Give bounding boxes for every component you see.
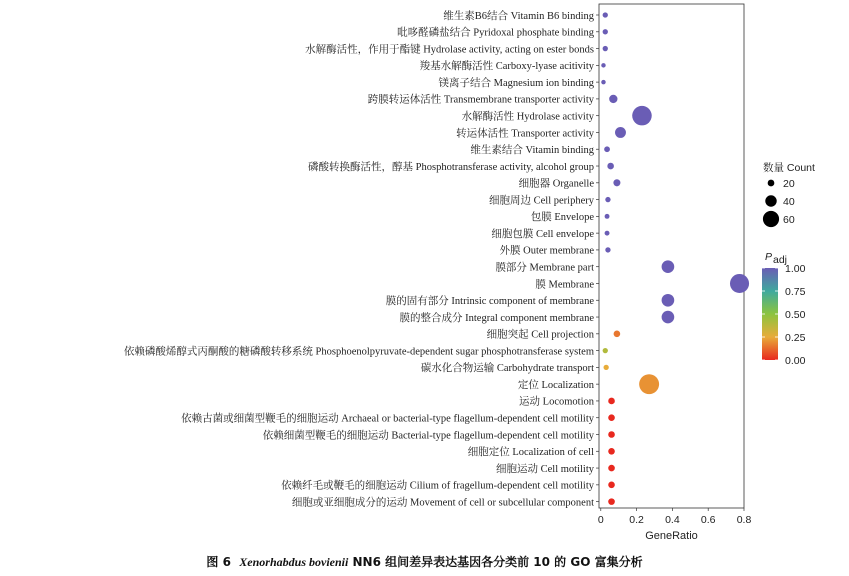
color-bar-label: 1.00 — [785, 263, 806, 275]
term-label: 羧基水解酶活性 Carboxy-lyase acitivity — [419, 61, 594, 73]
term-label: 细胞包膜 Cell envelope — [491, 228, 594, 240]
term-label: 水解酶活性 Hydrolase activity — [461, 111, 594, 123]
data-point — [608, 482, 615, 489]
data-point — [608, 398, 615, 405]
data-point — [639, 374, 659, 394]
data-point — [603, 46, 608, 51]
data-point — [609, 95, 617, 103]
data-point — [608, 414, 615, 421]
data-point — [604, 365, 609, 370]
term-label: 膜的整合成分 Integral component membrane — [399, 312, 594, 324]
term-labels — [124, 9, 595, 509]
term-label: 细胞运动 Cell motility — [495, 463, 594, 475]
term-label: 依赖细菌型鞭毛的细胞运动 Bacterial-type flagellum-dependent cell motility — [262, 430, 594, 442]
size-legend-label: 40 — [783, 196, 795, 208]
term-label: 吡哆醛磷盐结合 Pyridoxal phosphate binding — [397, 27, 594, 39]
term-label: 定位 Localization — [517, 379, 594, 391]
data-point — [662, 294, 675, 307]
x-tick-label: 0.2 — [629, 514, 644, 526]
data-point — [608, 465, 615, 472]
plot-panel — [599, 4, 744, 508]
color-bar-label: 0.50 — [785, 309, 806, 321]
data-point — [632, 106, 652, 126]
data-point — [603, 348, 608, 353]
term-label: 水解酶活性，作用于酯键 Hydrolase activity, acting on ester bonds — [305, 44, 594, 56]
data-point — [605, 197, 610, 202]
color-bar-label: 0.25 — [785, 332, 806, 344]
term-label: 依赖古菌或细菌型鞭毛的细胞运动 Archaeal or bacterial-type flagellum-dependent cell motility — [181, 413, 594, 425]
data-point — [615, 127, 626, 138]
term-ticks — [596, 15, 599, 502]
color-bar-label: 0.00 — [785, 355, 806, 367]
size-legend-title: 数量 Count — [763, 162, 815, 174]
term-label: 外膜 Outer membrane — [499, 245, 594, 257]
term-label: 细胞器 Organelle — [518, 178, 594, 190]
data-point — [605, 214, 610, 219]
size-legend-dot — [768, 180, 775, 187]
term-label: 膜的固有部分 Intrinsic component of membrane — [385, 296, 594, 308]
term-label: 细胞周边 Cell periphery — [489, 195, 594, 207]
x-axis — [598, 508, 752, 526]
caption-prefix: 图 6 — [206, 555, 231, 569]
size-legend — [763, 161, 815, 227]
data-point — [730, 274, 749, 293]
term-label: 膜部分 Membrane part — [495, 262, 594, 274]
data-point — [607, 163, 614, 170]
color-bar-label: 0.75 — [785, 286, 806, 298]
data-point — [603, 29, 608, 34]
x-tick-label: 0.8 — [736, 514, 752, 526]
size-legend-dot — [763, 211, 779, 227]
x-tick-label: 0.6 — [700, 514, 716, 526]
x-axis-title: GeneRatio — [645, 530, 698, 542]
data-point — [614, 331, 621, 338]
size-legend-dot — [765, 195, 776, 206]
data-point — [662, 311, 675, 324]
size-legend-label: 20 — [783, 178, 795, 190]
term-label: 细胞突起 Cell projection — [486, 329, 594, 341]
size-legend-label: 60 — [783, 214, 795, 226]
data-point — [604, 146, 610, 152]
data-point — [601, 80, 605, 84]
term-label: 细胞定位 Localization of cell — [467, 447, 594, 459]
term-label: 跨膜转运体活性 Transmembrane transporter activity — [367, 94, 594, 106]
term-label: 镁离子结合 Magnesium ion binding — [438, 77, 594, 89]
term-label: 维生素B6结合 Vitamin B6 binding — [443, 10, 594, 22]
color-legend-title: P — [765, 251, 773, 263]
data-point — [605, 231, 610, 236]
term-label: 包膜 Envelope — [530, 212, 594, 224]
term-label: 运动 Locomotion — [519, 396, 594, 408]
data-point — [613, 179, 620, 186]
term-label: 碳水化合物运输 Carbohydrate transport — [420, 363, 594, 375]
data-point — [608, 431, 615, 438]
data-point — [662, 260, 675, 273]
term-label: 依赖纤毛或鞭毛的细胞运动 Cilium of fragellum-dependent cell motility — [281, 480, 594, 492]
term-label: 膜 Membrane — [535, 279, 594, 291]
data-point — [608, 498, 615, 505]
color-legend-subscript: adj — [773, 254, 788, 266]
data-point — [608, 448, 615, 455]
caption-species: Xenorhabdus bovienii — [239, 555, 349, 569]
term-label: 维生素结合 Vitamin binding — [470, 145, 594, 157]
term-label: 依赖磷酸烯醇式丙酮酸的糖磷酸转移系统 Phosphoenolpyruvate-dependent sugar phosphotransferase system — [123, 346, 594, 358]
caption-rest: NN6 组间差异表达基因各分类前 10 的 GO 富集分析 — [352, 555, 643, 569]
data-point — [605, 247, 610, 252]
points — [601, 12, 749, 505]
figure-caption — [0, 553, 849, 570]
x-tick-label: 0.4 — [665, 514, 680, 526]
color-legend — [762, 251, 806, 367]
data-point — [601, 63, 605, 67]
term-label: 转运体活性 Transporter activity — [456, 128, 594, 140]
data-point — [603, 12, 608, 17]
term-label: 磷酸转换酶活性，醇基 Phosphotransferase activity, alcohol group — [308, 161, 594, 173]
term-label: 细胞或亚细胞成分的运动 Movement of cell or subcellular component — [291, 497, 594, 509]
x-tick-label: 0 — [597, 514, 604, 526]
